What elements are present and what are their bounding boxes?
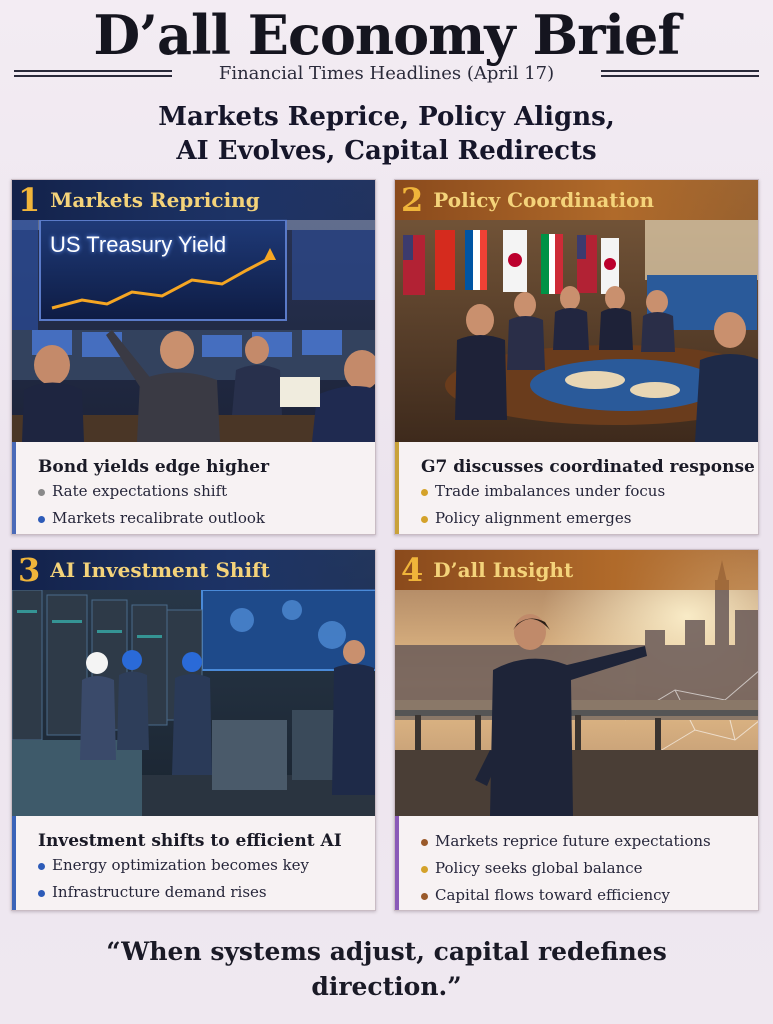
bullet-dot-icon [421,489,428,496]
divider-right [601,70,759,77]
card-title: Markets Repricing [50,188,260,212]
card-text [12,442,376,535]
bullet-item [38,478,376,505]
card-text-title: Investment shifts to efficient AI [38,831,342,851]
bullet-dot-icon [421,866,428,873]
bullet-text: Infrastructure demand rises [52,883,267,901]
bullet-list [421,828,759,909]
page-title: D’all Economy Brief [93,3,680,67]
card-markets-repricing [11,179,376,535]
bullet-dot-icon [38,489,45,496]
bullet-list [421,478,759,532]
headline-line-1: Markets Reprice, Policy Aligns, [158,102,615,132]
card-banner [395,180,759,220]
bullet-item [38,505,376,532]
card-title: AI Investment Shift [50,558,270,582]
bullet-text: Markets reprice future expectations [435,832,711,850]
card-number: 1 [18,181,41,219]
bullet-item [421,855,759,882]
bullet-dot-icon [38,516,45,523]
card-text [395,442,759,535]
headline [60,100,713,168]
card-text-title: Bond yields edge higher [38,457,270,477]
card-policy-coordination [394,179,759,535]
bullet-dot-icon [421,839,428,846]
treasury-yield-label: US Treasury Yield [50,232,227,257]
bullet-item [421,882,759,909]
card-ai-investment-shift [11,549,376,911]
bullet-text: Rate expectations shift [52,482,228,500]
bullet-item [421,505,759,532]
card-number: 3 [18,551,41,589]
bullet-item [421,478,759,505]
card-banner [12,550,376,590]
card-title: D’all Insight [433,558,574,582]
bullet-dot-icon [38,863,45,870]
subtitle-row [14,62,759,86]
bullet-text: Capital flows toward efficiency [435,886,671,904]
bullet-text: Trade imbalances under focus [435,482,666,500]
headline-line-2: AI Evolves, Capital Redirects [176,136,597,166]
card-text [395,816,759,911]
bullet-list [38,852,376,906]
card-number: 2 [401,181,424,219]
bullet-item [38,852,376,879]
card-text-title: G7 discusses coordinated response [421,457,755,477]
card-dall-insight [394,549,759,911]
card-banner [395,550,759,590]
bullet-dot-icon [421,893,428,900]
card-title: Policy Coordination [433,188,654,212]
card-number: 4 [401,551,424,589]
bullet-text: Policy seeks global balance [435,859,643,877]
bullet-item [421,828,759,855]
bullet-text: Energy optimization becomes key [52,856,310,874]
bullet-text: Policy alignment emerges [435,509,632,527]
quote-line-1: “When systems adjust, capital redefines [106,937,667,966]
bullet-dot-icon [38,890,45,897]
subtitle: Financial Times Headlines (April 17) [218,63,555,84]
closing-quote [30,934,743,1004]
bullet-dot-icon [421,516,428,523]
header [0,0,773,180]
quote-line-2: direction.” [311,972,462,1001]
card-text [12,816,376,911]
bullet-text: Markets recalibrate outlook [52,509,265,527]
card-banner [12,180,376,220]
divider-left [14,70,172,77]
bullet-item [38,879,376,906]
bullet-list [38,478,376,532]
